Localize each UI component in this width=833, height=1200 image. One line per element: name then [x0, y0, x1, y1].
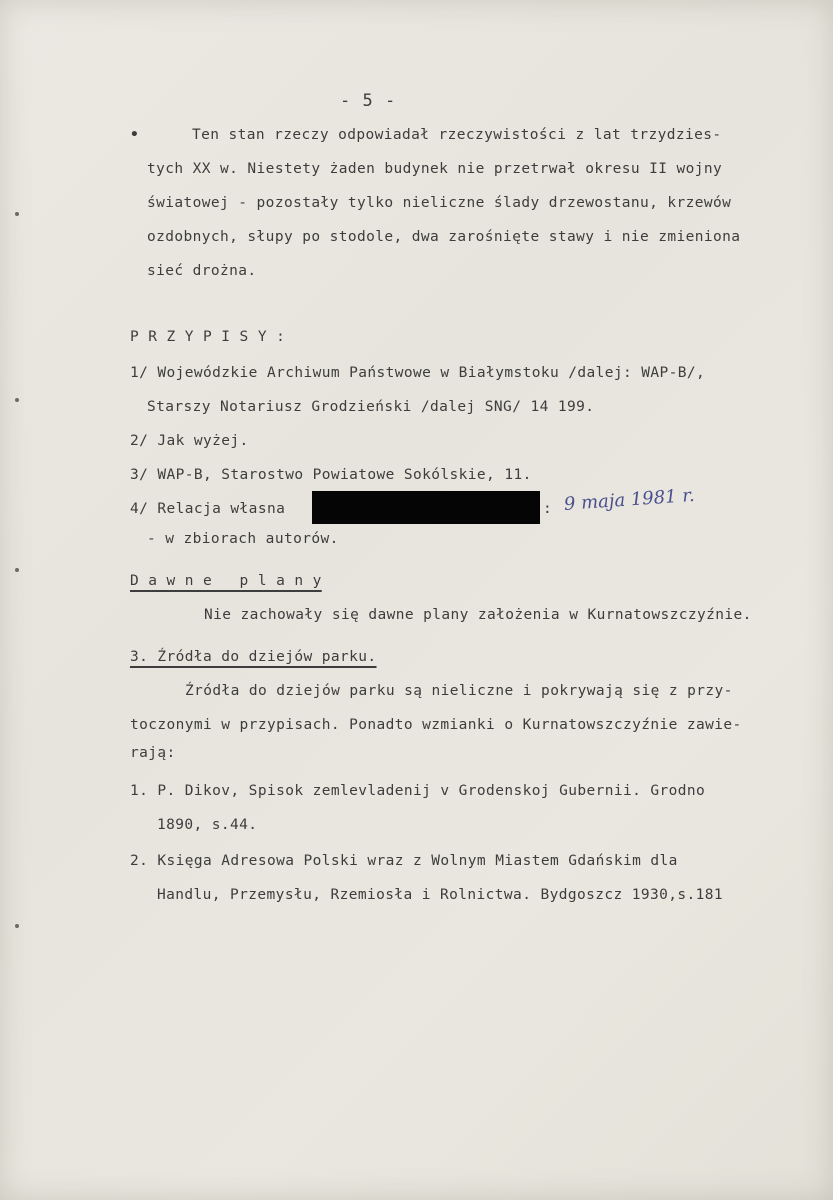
- intro-line-2: tych XX w. Niestety żaden budynek nie przetrwał okresu II wojny: [147, 161, 723, 177]
- footnote-3: 3/ WAP-B, Starostwo Powiatowe Sokólskie, 11.: [130, 467, 532, 483]
- intro-line-1: Ten stan rzeczy odpowiadał rzeczywistości z lat trzydzies-: [192, 127, 722, 143]
- sources-line-1: Źródła do dziejów parku są nieliczne i pokrywają się z przy-: [185, 683, 733, 699]
- sources-line-3: rają:: [130, 745, 176, 761]
- source-item-2: 2. Księga Adresowa Polski wraz z Wolnym Miastem Gdańskim dla: [130, 853, 678, 869]
- punch-hole-mark: [15, 398, 19, 402]
- footnote-4-cont: - w zbiorach autorów.: [147, 531, 339, 547]
- intro-line-3: światowej - pozostały tylko nieliczne ślady drzewostanu, krzewów: [147, 195, 732, 211]
- redaction-bar: [312, 491, 540, 524]
- intro-line-4: ozdobnych, słupy po stodole, dwa zarośnięte stawy i nie zmieniona: [147, 229, 741, 245]
- sources-heading: 3. Źródła do dziejów parku.: [130, 649, 377, 665]
- old-plans-text: Nie zachowały się dawne plany założenia w Kurnatowszczyźnie.: [204, 607, 752, 623]
- old-plans-heading: D a w n e p l a n y: [130, 573, 322, 589]
- sources-line-2: toczonymi w przypisach. Ponadto wzmianki o Kurnatowszczyźnie zawie-: [130, 717, 742, 733]
- punch-hole-mark: [15, 212, 19, 216]
- footnote-1-cont: Starszy Notariusz Grodzieński /dalej SNG/ 14 199.: [147, 399, 595, 415]
- source-item-1-cont: 1890, s.44.: [157, 817, 258, 833]
- bullet-mark: •: [130, 127, 140, 143]
- punch-hole-mark: [15, 568, 19, 572]
- page-number: - 5 -: [340, 91, 397, 111]
- handwritten-date: 9 maja 1981 r.: [563, 484, 696, 515]
- source-item-1: 1. P. Dikov, Spisok zemlevladenij v Grodenskoj Gubernii. Grodno: [130, 783, 706, 799]
- footnote-4: 4/ Relacja własna: [130, 501, 286, 517]
- punch-hole-mark: [15, 924, 19, 928]
- source-item-2-cont: Handlu, Przemysłu, Rzemiosła i Rolnictwa. Bydgoszcz 1930,s.181: [157, 887, 724, 903]
- footnote-2: 2/ Jak wyżej.: [130, 433, 249, 449]
- footnotes-heading: P R Z Y P I S Y :: [130, 329, 286, 345]
- footnote-1: 1/ Wojewódzkie Archiwum Państwowe w Białymstoku /dalej: WAP-B/,: [130, 365, 706, 381]
- footnote-4-colon: :: [543, 501, 553, 517]
- intro-line-5: sieć drożna.: [147, 263, 257, 279]
